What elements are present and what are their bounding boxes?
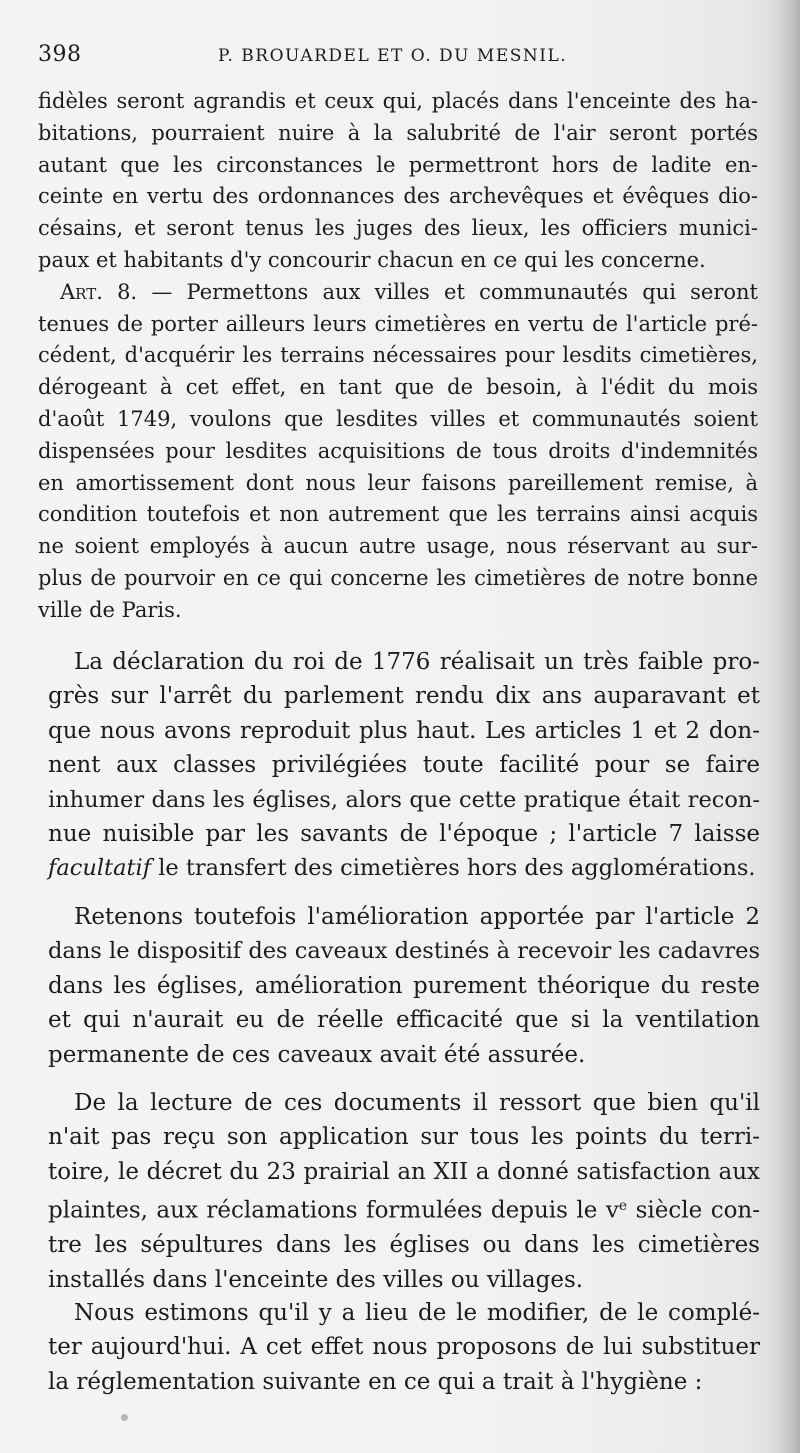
text-line: que nous avons reproduit plus haut. Les articles 1 et 2 don-	[48, 717, 760, 744]
text-line: inhumer dans les églises, alors que cette pratique était recon-	[48, 786, 760, 813]
text-line: ville de Paris.	[38, 597, 182, 622]
text-line: n'ait pas reçu son application sur tous les points du terri-	[48, 1124, 760, 1151]
text-line: tenues de porter ailleurs leurs cimetières en vertu de l'article pré-	[38, 311, 758, 336]
text-line: paux et habitants d'y concourir chacun en ce qui les concerne.	[38, 247, 706, 272]
page-header	[38, 42, 758, 76]
paragraph-proposal	[48, 1296, 760, 1399]
text-line: dispensées pour lesdites acquisitions de tous droits d'indemnités	[38, 438, 758, 463]
text-line: facultatif le transfert des cimetières hors des agglomérations.	[48, 855, 756, 882]
text-line: d'août 1749, voulons que lesdites villes et communautés soient	[38, 406, 758, 431]
text-line: permanente de ces caveaux avait été assurée.	[48, 1041, 586, 1068]
page-number: 398	[38, 42, 82, 67]
paragraph-decret	[48, 1086, 760, 1297]
text-line: La déclaration du roi de 1776 réalisait un très faible pro-	[74, 649, 760, 675]
text-line: ter aujourd'hui. A cet effet nous proposons de lui substituer	[48, 1334, 760, 1361]
article-label: Art. 8.	[60, 279, 138, 304]
text-line: ne soient employés à aucun autre usage, nous réservant au sur-	[38, 534, 758, 559]
text-line: Retenons toutefois l'amélioration apportée par l'article 2	[74, 904, 760, 930]
article-8-heading-line	[38, 277, 758, 309]
text-line: cédent, d'acquérir les terrains nécessaires pour lesdits cimetières,	[38, 343, 758, 368]
text-line: autant que les circonstances le permettront hors de ladite en-	[38, 152, 758, 177]
text-line: dans les églises, amélioration purement théorique du reste	[48, 972, 760, 999]
quoted-ordinance-block	[38, 86, 758, 627]
text-line: ceinte en vertu des ordonnances des archevêques et évêques dio-	[38, 184, 758, 209]
text-line: fidèles seront agrandis et ceux qui, placés dans l'enceinte des ha-	[38, 89, 758, 113]
text-line: césains, et seront tenus les juges des lieux, les officiers munici-	[38, 216, 758, 241]
text-line: en amortissement dont nous leur faisons pareillement remise, à	[38, 470, 758, 495]
text-line: De la lecture de ces documents il ressort que bien qu'il	[74, 1090, 760, 1116]
text-line: plaintes, aux réclamations formulées depuis le $v^e$ siècle con-	[48, 1197, 761, 1224]
italic-word: facultatif	[48, 855, 152, 882]
text-line: grès sur l'arrêt du parlement rendu dix ans auparavant et	[48, 683, 760, 710]
article-text: — Permettons aux villes et communautés qui seront	[137, 279, 758, 304]
text-line: dérogeant à cet effet, en tant que de besoin, à l'édit du mois	[38, 375, 758, 400]
text-line: plus de pourvoir en ce qui concerne les cimetières de notre bonne	[38, 565, 758, 590]
running-head: P. BROUARDEL ET O. DU MESNIL.	[218, 46, 568, 66]
text-line: bitations, pourraient nuire à la salubrité de l'air seront portés	[38, 120, 758, 145]
text-line: installés dans l'enceinte des villes ou villages.	[48, 1266, 584, 1293]
text-line: nent aux classes privilégiées toute facilité pour se faire	[48, 752, 760, 779]
text-line: et qui n'aurait eu de réelle efficacité que si la ventilation	[48, 1007, 760, 1034]
paragraph-amelioration	[48, 900, 760, 1072]
text-line: toire, le décret du 23 prairial an XII a donné satisfaction aux	[48, 1158, 760, 1185]
text-line: la réglementation suivante en ce qui a trait à l'hygiène :	[48, 1368, 703, 1395]
text-line: condition toutefois et non autrement que les terrains ainsi acquis	[38, 502, 758, 527]
text-line: dans le dispositif des caveaux destinés à recevoir les cadavres	[48, 938, 760, 965]
paper-speck	[121, 1414, 128, 1421]
paragraph-declaration	[48, 645, 760, 886]
text-line: nue nuisible par les savants de l'époque ; l'article 7 laisse	[48, 821, 760, 848]
text-line: tre les sépultures dans les églises ou dans les cimetières	[48, 1232, 760, 1259]
page-edge-shadow	[772, 0, 800, 1453]
text-line: Nous estimons qu'il y a lieu de le modifier, de le complé-	[74, 1300, 760, 1326]
